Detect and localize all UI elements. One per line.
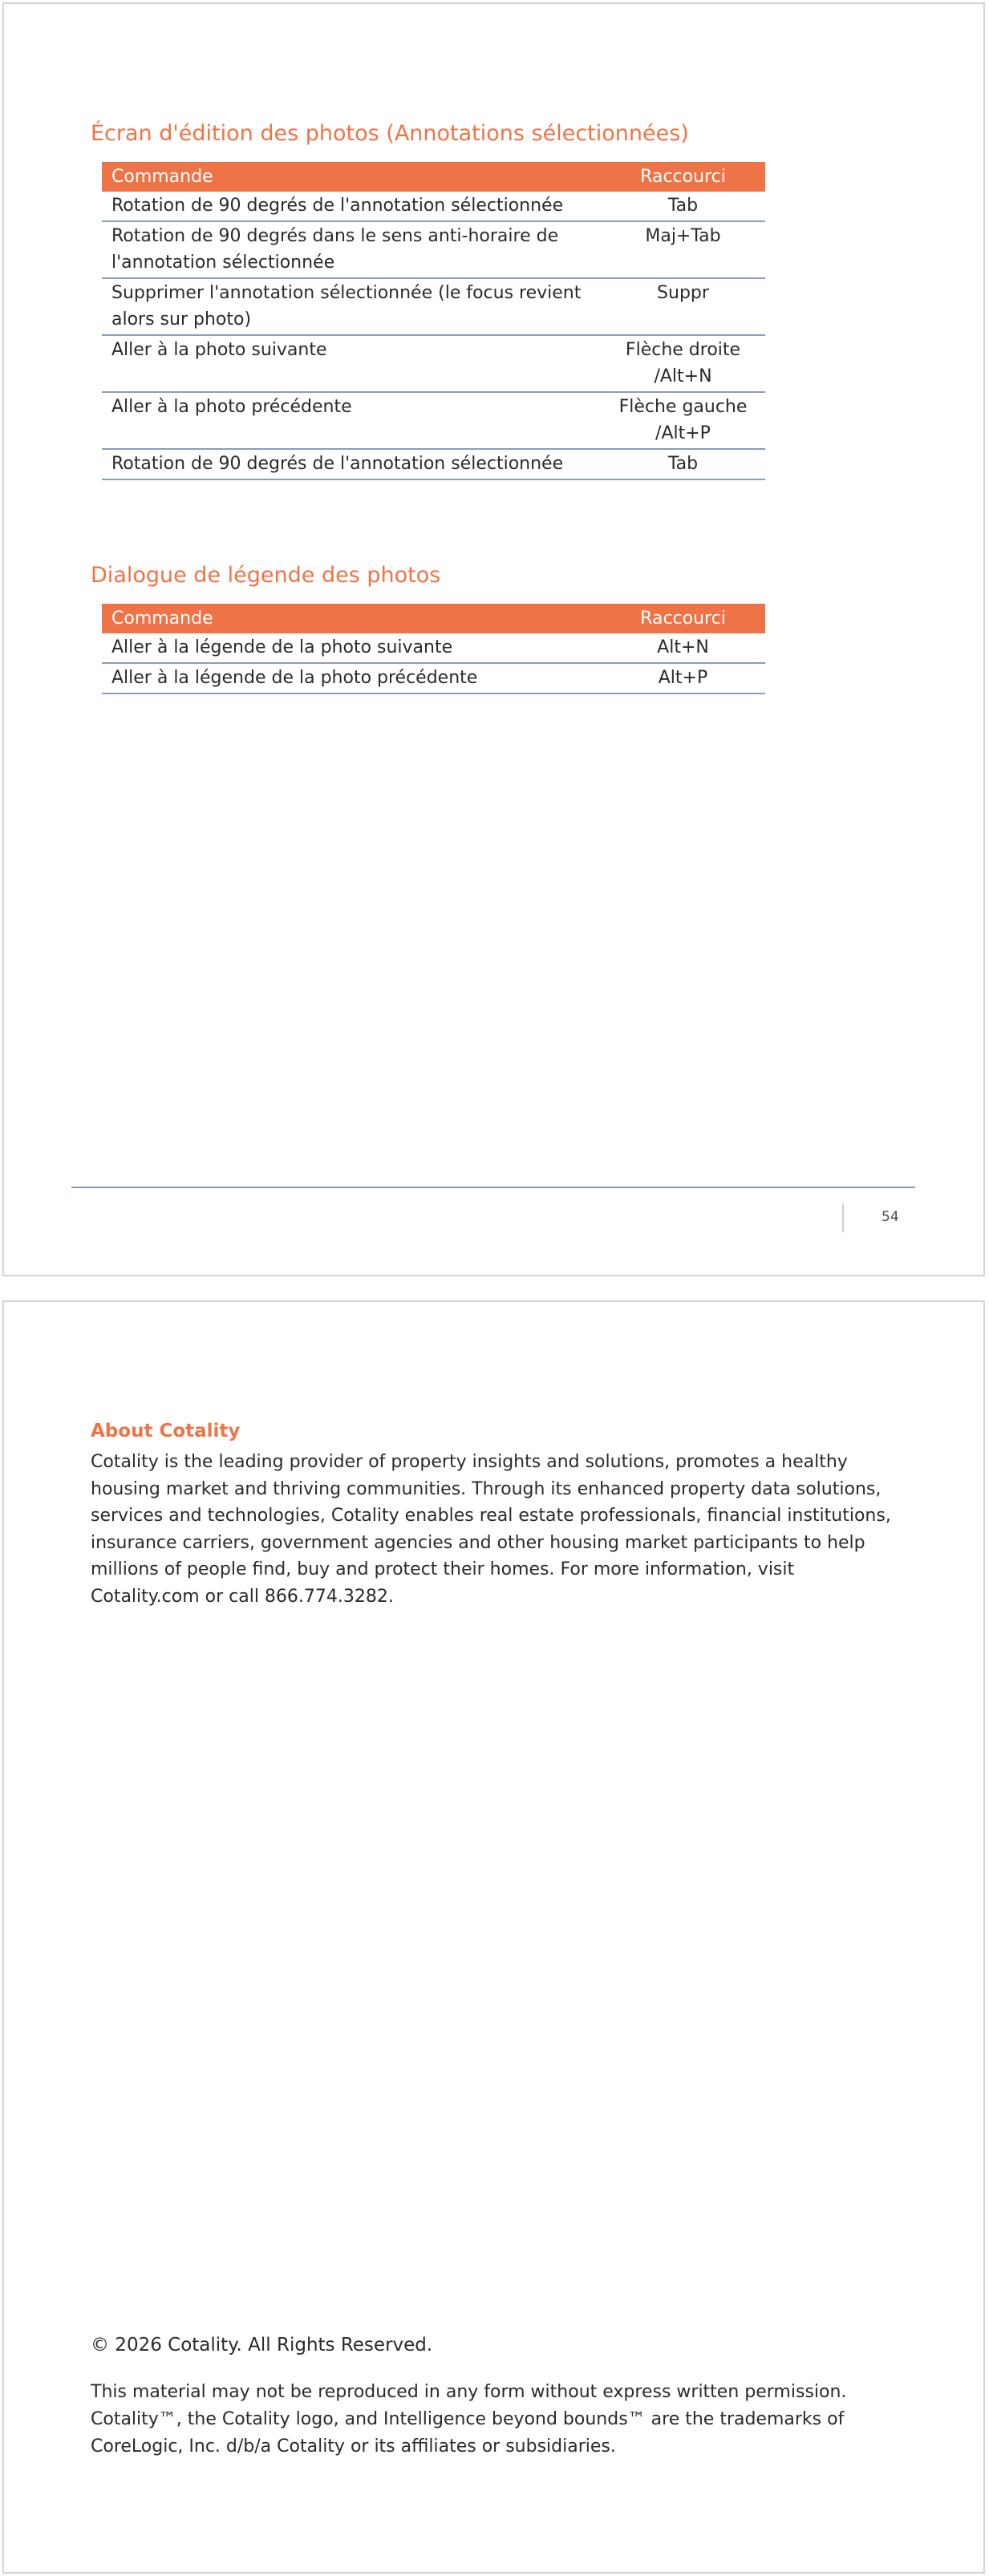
shortcut-cell: Alt+P: [601, 663, 765, 694]
column-header-shortcut: Raccourci: [601, 604, 765, 633]
command-cell: Rotation de 90 degrés dans le sens anti-horaire de l'annotation sélectionnée: [102, 221, 601, 278]
command-cell: Aller à la photo précédente: [102, 392, 601, 449]
shortcut-table-caption-dialog: [102, 604, 765, 694]
shortcut-cell: Maj+Tab: [601, 221, 765, 278]
command-cell: Aller à la légende de la photo suivante: [102, 633, 601, 663]
table-row: [102, 278, 765, 335]
about-paragraph: Cotality is the leading provider of property insights and solutions, promotes a healthy housing market and thriving communities. Through its enhanced property data solutions, services and technologies, Cotality enables real estate professionals, financial institutions, insurance carriers, government agencies and other housing market participants to help millions of people find, buy and protect their homes. For more information, visit Cotality.com or call 866.774.3282.: [91, 1452, 891, 1607]
section-title-caption-dialog: Dialogue de légende des photos: [91, 563, 441, 588]
document-page-2: [2, 1300, 985, 2574]
copyright-notice: © 2026 Cotality. All Rights Reserved.: [91, 2335, 433, 2356]
page-number: 54: [882, 1209, 899, 1225]
command-cell: Supprimer l'annotation sélectionnée (le focus revient alors sur photo): [102, 278, 601, 335]
legal-notice: This material may not be reproduced in any form without express written permission. Cotality™, the Cotality logo, and Intelligence beyond bounds™ are the trademarks of CoreLogic, Inc. d/b/a Cotality or its affiliates or subsidiaries.: [91, 2382, 847, 2457]
section-title-photo-editing: Écran d'édition des photos (Annotations sélectionnées): [91, 121, 689, 146]
footer-divider: [71, 1187, 915, 1188]
column-header-shortcut: Raccourci: [601, 162, 765, 192]
table-row: [102, 192, 765, 221]
table-row: [102, 221, 765, 278]
command-cell: Aller à la photo suivante: [102, 335, 601, 392]
table-row: [102, 392, 765, 449]
document-page-1: [2, 2, 985, 1276]
table-header-row: [102, 162, 765, 192]
shortcut-cell: Flèche gauche /Alt+P: [601, 392, 765, 449]
table-row: [102, 449, 765, 479]
shortcut-table-photo-editing: [102, 162, 765, 480]
column-header-command: Commande: [102, 604, 601, 633]
footer-separator: [842, 1203, 844, 1232]
shortcut-cell: Alt+N: [601, 633, 765, 663]
table-row: [102, 663, 765, 694]
about-heading: About Cotality: [91, 1421, 241, 1442]
shortcut-cell: Flèche droite /Alt+N: [601, 335, 765, 392]
command-cell: Rotation de 90 degrés de l'annotation sélectionnée: [102, 449, 601, 479]
table-row: [102, 633, 765, 663]
table-header-row: [102, 604, 765, 633]
shortcut-cell: Tab: [601, 449, 765, 479]
command-cell: Rotation de 90 degrés de l'annotation sélectionnée: [102, 192, 601, 221]
column-header-command: Commande: [102, 162, 601, 192]
shortcut-cell: Suppr: [601, 278, 765, 335]
command-cell: Aller à la légende de la photo précédente: [102, 663, 601, 694]
table-row: [102, 335, 765, 392]
shortcut-cell: Tab: [601, 192, 765, 221]
